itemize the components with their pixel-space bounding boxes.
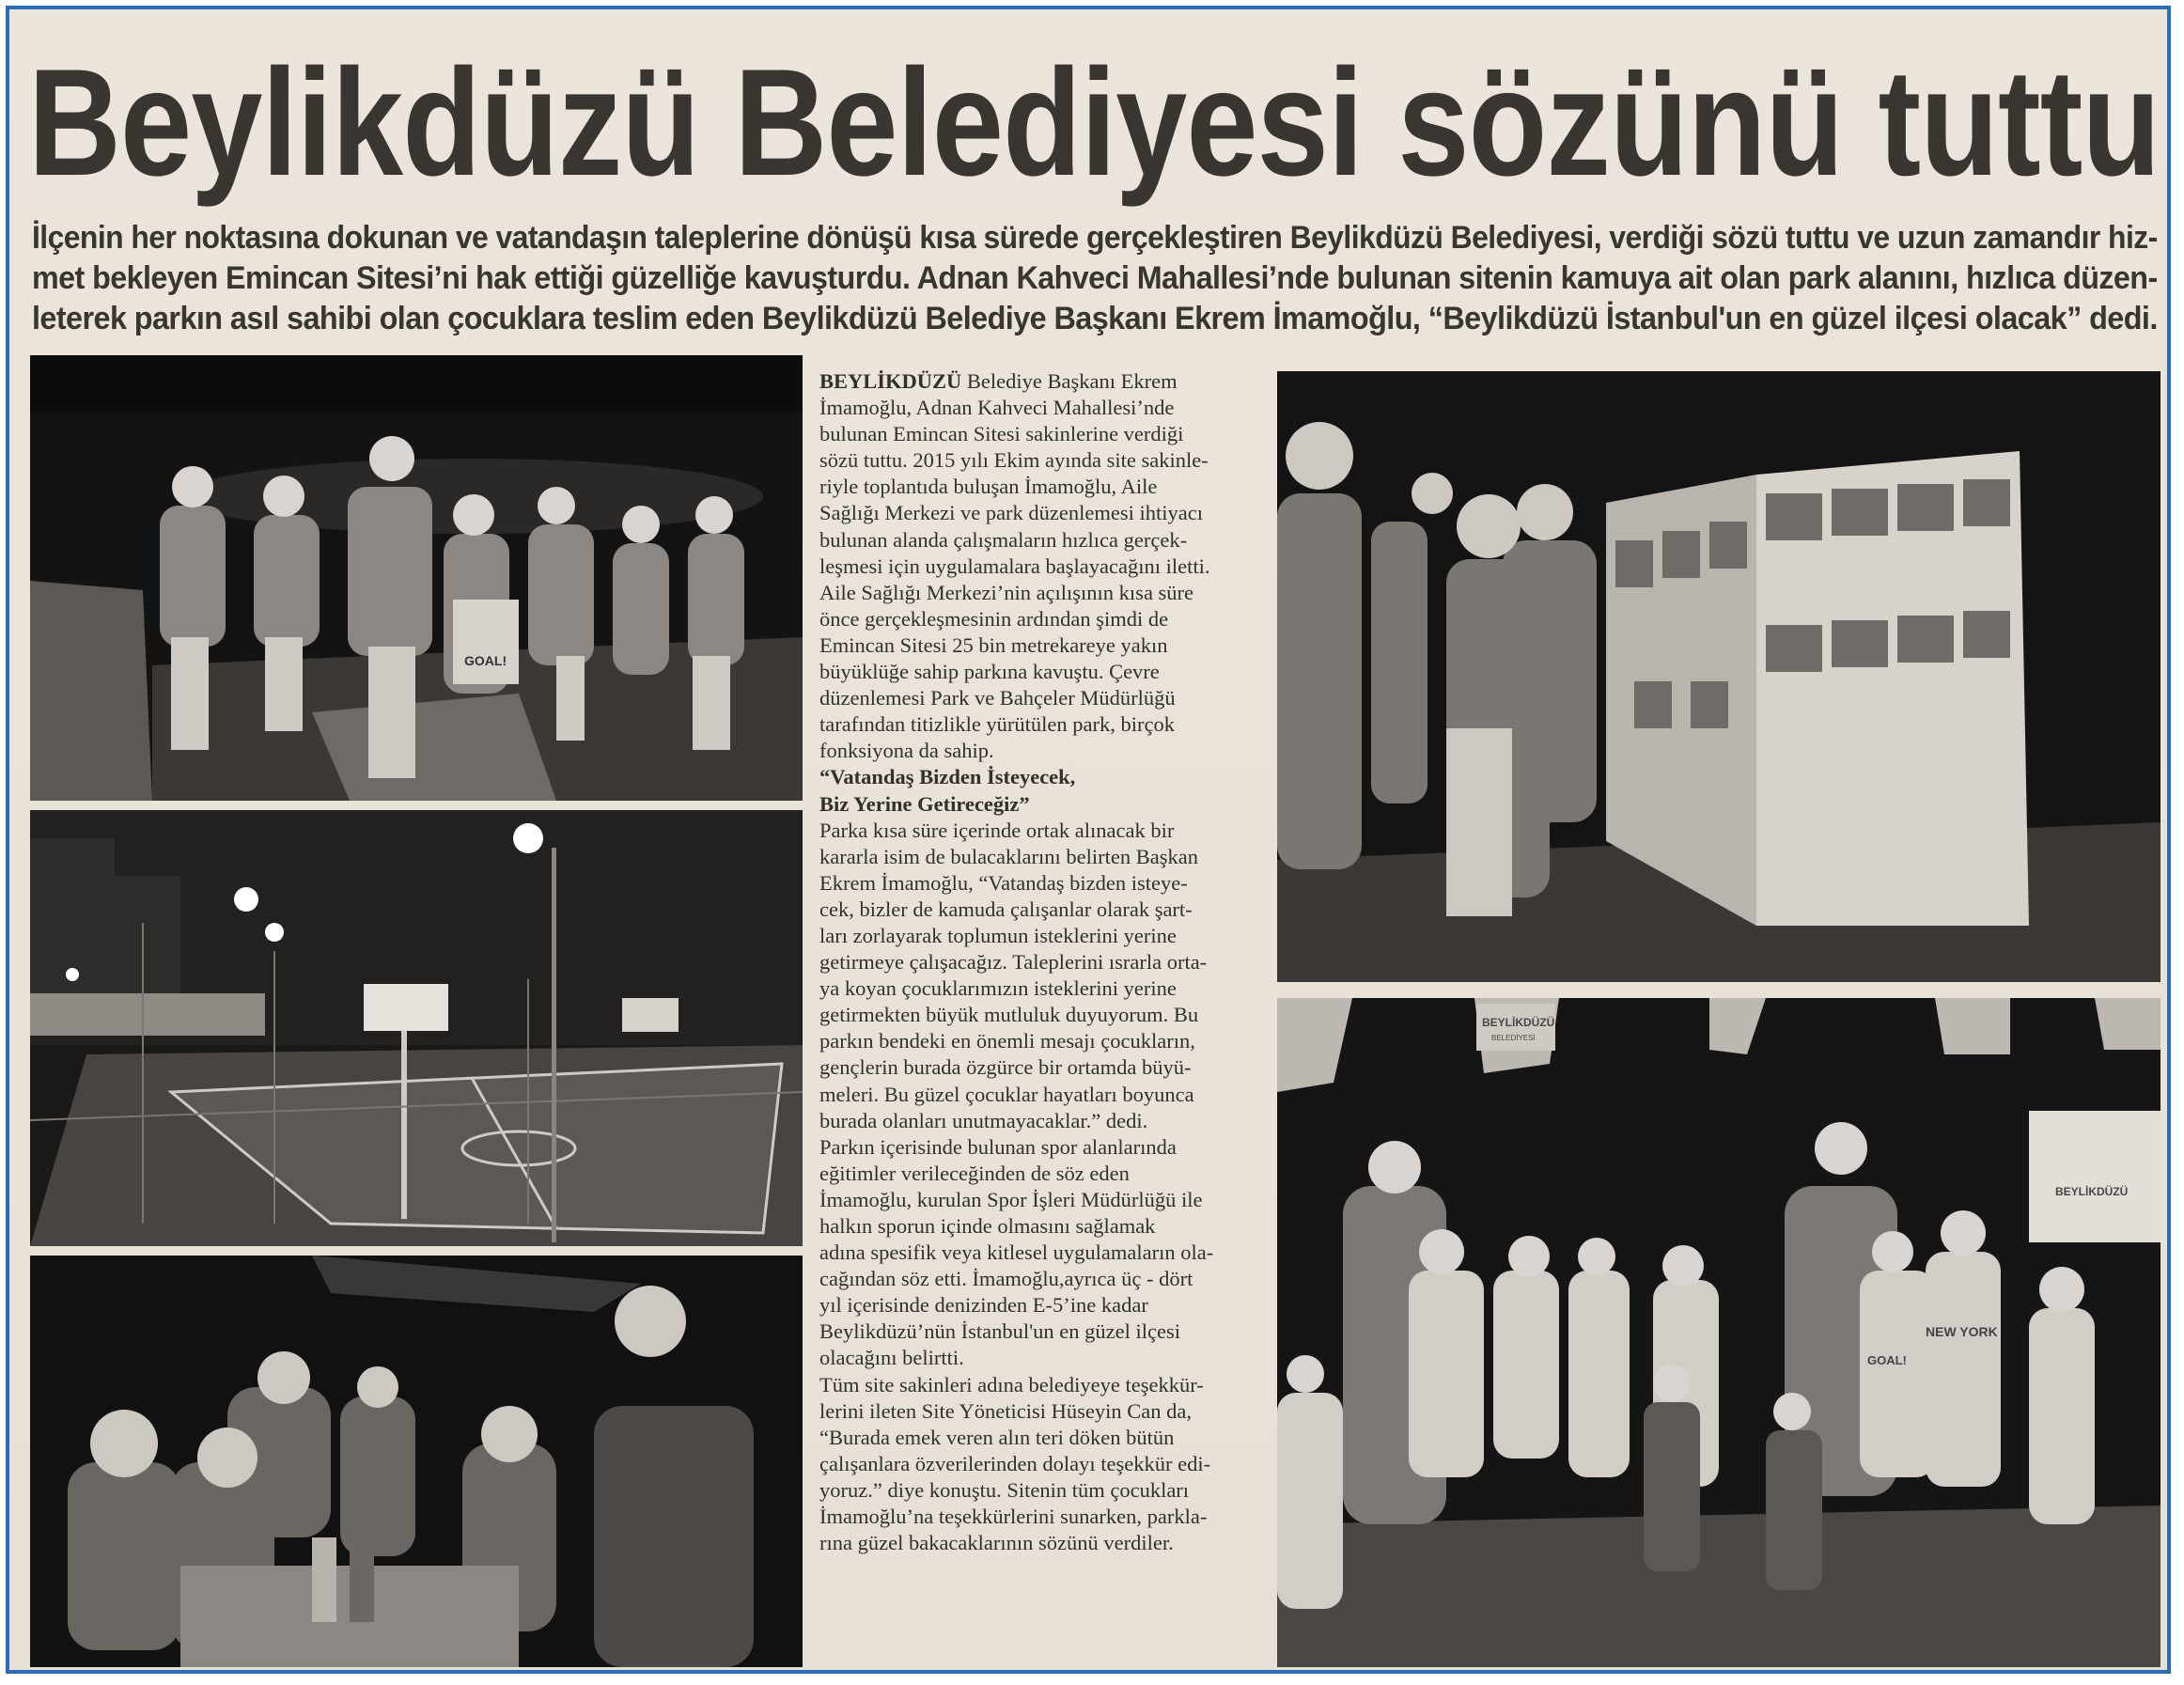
body-line: Sağlığı Merkezi ve park düzenlemesi ihtiyacı xyxy=(819,501,1203,525)
body-line: ları zorlayarak toplumun isteklerini yerine xyxy=(819,923,1177,947)
body-line: çalışanlara özverilerinden dolayı teşekkür edi- xyxy=(819,1451,1211,1475)
subhead: Biz Yerine Getireceğiz” xyxy=(819,791,1030,816)
body-line: İmamoğlu, Adnan Kahveci Mahallesi’nde xyxy=(819,396,1175,420)
sign-text: BEYLİKDÜZÜ xyxy=(2055,1185,2129,1198)
body-line: İmamoğlu’na teşekkürlerini sunarken, parkla- xyxy=(819,1505,1208,1529)
photo-residents-table xyxy=(30,1256,803,1667)
deck-line: leterek parkın asıl sahibi olan çocuklara teslim eden Beylikdüzü Belediye Başkanı Ekrem İmamoğlu, “Beylikdüzü İstanbul'un en güzel ilçesi olacak” dedi. xyxy=(32,301,2158,336)
body-first-line xyxy=(819,368,1178,395)
body-line: halkın sporun içinde olmasını sağlamak xyxy=(819,1214,1156,1238)
body-line: yıl içerisinde denizinden E-5’ine kadar xyxy=(819,1293,1148,1318)
body-line: burada olanları unutmayacaklar.” dedi. xyxy=(819,1108,1148,1132)
body-line: kararla isim de bulacaklarını belirten Başkan xyxy=(819,844,1198,868)
body-line: ya koyan çocuklarımızın isteklerini yerine xyxy=(819,976,1177,1001)
body-line: eğitimler verileceğinden de söz eden xyxy=(819,1161,1130,1185)
body-line: İmamoğlu, kurulan Spor İşleri Müdürlüğü ile xyxy=(819,1187,1203,1211)
clipping-frame xyxy=(6,6,2171,1674)
body-line: lerini ileten Site Yöneticisi Hüseyin Can da, xyxy=(819,1398,1192,1423)
body-line: gençlerin burada özgürce bir ortamda büyü- xyxy=(819,1055,1192,1080)
banner-subtext: BELEDİYESİ xyxy=(1491,1034,1536,1042)
body-line: olacağını belirtti. xyxy=(819,1346,964,1370)
body-line: Ekrem İmamoğlu, “Vatandaş bizden isteye- xyxy=(819,870,1188,895)
body-text: Belediye Başkanı Ekrem xyxy=(961,369,1178,393)
tshirt-text-goal: GOAL! xyxy=(1867,1353,1907,1367)
body-line: getirmekten büyük mutluluk duyuyorum. Bu xyxy=(819,1003,1199,1027)
body-line: parkın bendeki en önemli mesajı çocukların, xyxy=(819,1029,1195,1053)
body-line: bulunan alanda çalışmaların hızlıca gerçek- xyxy=(819,527,1188,552)
body-line: cek, bizler de kamuda çalışanlar olarak şart- xyxy=(819,897,1193,921)
body-line: fonksiyona da sahip. xyxy=(819,739,994,763)
body-line: sözü tuttu. 2015 yılı Ekim ayında site sakinle- xyxy=(819,448,1209,473)
dateline: BEYLİKDÜZÜ xyxy=(819,369,962,393)
body-line: Aile Sağlığı Merkezi’nin açılışının kısa süre xyxy=(819,580,1194,604)
deck-line: met bekleyen Emincan Sitesi’ni hak ettiği güzelliğe kavuşturdu. Adnan Kahveci Mahallesi’nde bulunan sitenin kamuya ait olan park alanını, hızlıca düzen- xyxy=(32,260,2158,296)
body-line: Beylikdüzü’nün İstanbul'un en güzel ilçesi xyxy=(819,1319,1180,1344)
body-line: yoruz.” diye konuştu. Sitenin tüm çocukları xyxy=(819,1477,1190,1502)
body-line: rına güzel bakacaklarının sözünü verdiler. xyxy=(819,1531,1174,1555)
banner-text: BEYLİKDÜZÜ xyxy=(1482,1016,1555,1029)
body-line: bulunan Emincan Sitesi sakinlerine verdiği xyxy=(819,422,1184,446)
body-line: tarafından titizlikle yürütülen park, birçok xyxy=(819,712,1175,737)
photo-basketball-court xyxy=(30,810,803,1246)
tshirt-text-newyork: NEW YORK xyxy=(1926,1324,1998,1339)
tshirt-text: GOAL! xyxy=(464,653,507,668)
body-line: cağından söz etti. İmamoğlu,ayrıca üç - dört xyxy=(819,1267,1193,1291)
body-line: önce gerçekleşmesinin ardından şimdi de xyxy=(819,606,1169,631)
body-line: Emincan Sitesi 25 bin metrekareye yakın xyxy=(819,632,1168,657)
body-line: Parkın içerisinde bulunan spor alanlarında xyxy=(819,1134,1177,1159)
body-line: “Burada emek veren alın teri döken bütün xyxy=(819,1425,1175,1449)
body-line: düzenlemesi Park ve Bahçeler Müdürlüğü xyxy=(819,686,1176,710)
photo-children-microphone xyxy=(1277,998,2161,1667)
body-column xyxy=(819,368,1240,1556)
body-line: leşmesi için uygulamalara başlayacağını iletti. xyxy=(819,554,1210,578)
deck xyxy=(32,218,2163,339)
body-line: getirmeye çalışacağız. Taleplerini ısrarla orta- xyxy=(819,950,1208,975)
newspaper-page xyxy=(9,9,2167,1670)
photo-children-walking xyxy=(30,355,803,801)
body-line: meleri. Bu güzel çocuklar hayatları boyunca xyxy=(819,1082,1194,1106)
deck-line: İlçenin her noktasına dokunan ve vatandaşın taleplerine dönüşü kısa sürede gerçekleştiren Beylikdüzü Belediyesi, verdiği sözü tuttu ve uzun zamandır hiz- xyxy=(32,220,2158,256)
headline: Beylikdüzü Belediyesi sözünü tuttu xyxy=(28,38,2161,208)
body-line: büyüklüğe sahip parkına kavuştu. Çevre xyxy=(819,660,1160,684)
photo-exhibition-board xyxy=(1277,371,2161,982)
body-line: riyle toplantıda buluşan İmamoğlu, Aile xyxy=(819,475,1158,499)
body-line: Tüm site sakinleri adına belediyeye teşekkür- xyxy=(819,1372,1204,1396)
subhead: “Vatandaş Bizden İsteyecek, xyxy=(819,765,1076,789)
body-line: Parka kısa süre içerinde ortak alınacak bir xyxy=(819,818,1175,842)
body-line: adına spesifik veya kitlesel uygulamaların ola- xyxy=(819,1240,1214,1265)
